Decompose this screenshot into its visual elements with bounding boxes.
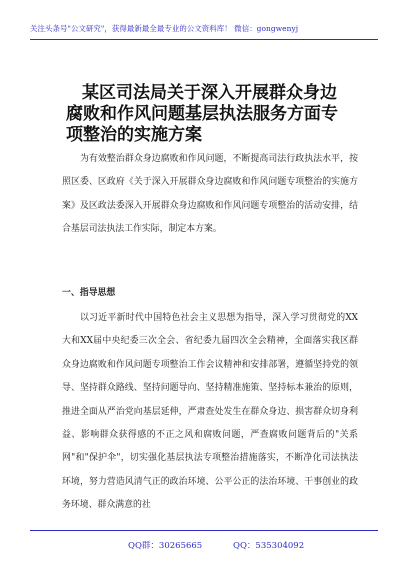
intro-paragraph [62,148,358,242]
guiding-ideology-text: 以习近平新时代中国特色社会主义思想为指导，深入学习贯彻党的XX大和XX届中央纪委三次全会、省纪委九届四次全会精神，全面落实我区群众身边腐败和作风问题专项整治工作会议精神和安排部署，遵循坚持党的领导、坚持群众路线、坚持问题导向、坚持精准施策、坚持标本兼治的原则，推进全面从严治党向基层延伸，严肃查处发生在群众身边、损害群众切身利益、影响群众获得感的不正之风和腐败问题，严查腐败问题背后的"关系网"和"保护伞"，切实强化基层执法专项整治措施落实，不断净化司法执法环境，努力营造风清气正的政治环境、公平公正的法治环境、干事创业的政务环境、群众满意的社 [62,313,358,511]
header-divider [30,39,378,40]
title-line-3: 项整治的实施方案 [66,125,202,145]
footer-divider [30,530,378,531]
section-heading-guiding-ideology [62,282,358,305]
page-footer [0,530,408,580]
footer-qq-contact: QQ：535304092 [233,541,305,551]
section-heading-text: 一、指导思想 [62,288,116,298]
document-title [50,83,368,146]
page-header [0,0,408,52]
footer-qq-group: QQ群：30265665 [128,541,203,551]
title-line-1: 某区司法局关于深入开展群众身边 [82,83,337,103]
title-line-2: 腐败和作风问题基层执法服务方面专 [66,104,338,124]
header-promo-text: 关注头条号"公文研究"，获得最新最全最专业的公文资料库！ 微信：gongwenyj [30,24,299,33]
guiding-ideology-paragraph [62,307,358,518]
intro-paragraph-text: 为有效整治群众身边腐败和作风问题，不断提高司法行政执法水平，按照区委、区政府《关于深入开展群众身边腐败和作风问题专项整治的实施方案》及区政法委深入开展群众身边腐败和作风问题专项整治的活动安排，结合基层司法执法工作实际，制定本方案。 [62,154,358,235]
